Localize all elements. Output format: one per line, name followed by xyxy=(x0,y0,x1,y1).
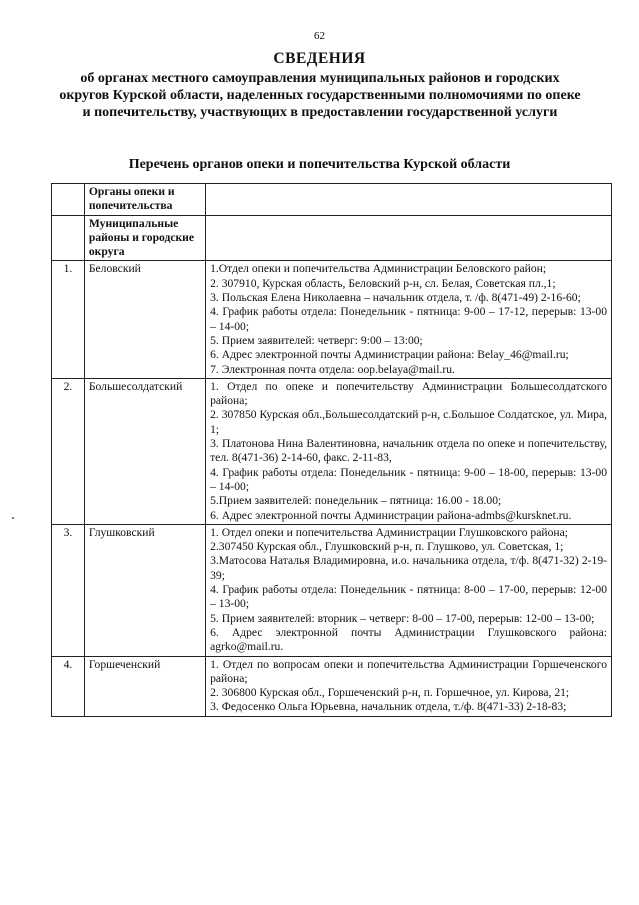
table-row xyxy=(52,261,612,378)
header-num-cell xyxy=(52,184,85,216)
authority-details xyxy=(206,524,612,656)
detail-line: 1. Отдел по вопросам опеки и попечительства Администрации Горшеченского района; xyxy=(210,657,607,685)
table-row xyxy=(52,524,612,656)
page-number: 62 xyxy=(314,30,325,42)
row-number: 1. xyxy=(52,261,85,378)
detail-line: 2. 307910, Курская область, Беловский р-н, сл. Белая, Советская пл.,1; xyxy=(210,276,556,290)
authority-details xyxy=(206,261,612,378)
detail-line: 5. Прием заявителей: вторник – четверг: 8-00 – 17-00, перерыв: 12-00 – 13-00; xyxy=(210,611,595,625)
row-number: 2. xyxy=(52,378,85,524)
detail-line: 1. Отдел опеки и попечительства Администрации Глушковского района; xyxy=(210,525,568,539)
detail-line: 2.307450 Курская обл., Глушковский р-н, п. Глушково, ул. Советская, 1; xyxy=(210,540,564,554)
detail-line: 2. 306800 Курская обл., Горшеченский р-н, п. Горшечное, ул. Кирова, 21; xyxy=(210,686,570,700)
header-num-cell xyxy=(52,215,85,261)
header-authorities: Органы опеки и попечительства xyxy=(84,184,205,216)
document-title: СВЕДЕНИЯ xyxy=(273,50,366,67)
detail-line: 3. Платонова Нина Валентиновна, начальник отдела по опеке и попечительству, тел. 8(471-36) 2-14-60, факс. 2-11-83, xyxy=(210,437,607,465)
row-number: 3. xyxy=(52,524,85,656)
detail-line: 4. График работы отдела: Понедельник - пятница: 9-00 – 17-12, перерыв: 13-00 – 14-00; xyxy=(210,305,607,333)
header-info-cell xyxy=(206,215,612,261)
detail-line: 5.Прием заявителей: понедельник – пятница: 16.00 - 18.00; xyxy=(210,494,502,508)
header-info-cell xyxy=(206,184,612,216)
district-name: Горшеченский xyxy=(84,656,205,716)
header-row xyxy=(52,215,612,261)
authority-details xyxy=(206,656,612,716)
detail-line: 6. Адрес электронной почты Администрации района: Belay_46@mail.ru; xyxy=(210,348,569,362)
header-row xyxy=(52,184,612,216)
authority-details xyxy=(206,378,612,524)
detail-line: 3. Федосенко Ольга Юрьевна, начальник отдела, т./ф. 8(471-33) 2-18-83; xyxy=(210,700,567,714)
scan-speck xyxy=(12,517,14,519)
guardianship-table xyxy=(51,183,612,717)
table-row xyxy=(52,656,612,716)
detail-line: 6. Адрес электронной почты Администрации Глушковского района: agrko@mail.ru. xyxy=(210,625,607,654)
list-heading: Перечень органов опеки и попечительства Курской области xyxy=(128,157,511,172)
detail-line: 5. Прием заявителей: четверг: 9:00 – 13:00; xyxy=(210,333,423,347)
detail-line: 4. График работы отдела: Понедельник - пятница: 9-00 – 18-00, перерыв: 13-00 – 14-00; xyxy=(210,465,607,493)
document-subtitle: об органах местного самоуправления муниципальных районов и городских округов Курской области, наделенных государственными полномочиями по опеке и попечительству, участвующих в предоставлении государственной услуги xyxy=(59,71,581,120)
table-row xyxy=(52,378,612,524)
detail-line: 3. Польская Елена Николаевна – начальник отдела, т. /ф. 8(471-49) 2-16-60; xyxy=(210,291,581,305)
detail-line: 6. Адрес электронной почты Администрации района-admbs@kursknet.ru. xyxy=(210,508,572,522)
header-districts: Муниципальные районы и городские округа xyxy=(84,215,205,261)
detail-line: 3.Матосова Наталья Владимировна, и.о. начальника отдела, т/ф. 8(471-32) 2-19-39; xyxy=(210,554,607,582)
detail-line: 1.Отдел опеки и попечительства Администрации Беловского район; xyxy=(210,262,547,276)
detail-line: 7. Электронная почта отдела: oop.belaya@mail.ru. xyxy=(210,362,455,376)
row-number: 4. xyxy=(52,656,85,716)
district-name: Беловский xyxy=(84,261,205,378)
district-name: Глушковский xyxy=(84,524,205,656)
detail-line: 2. 307850 Курская обл.,Большесолдатский р-н, с.Большое Солдатское, ул. Мира, 1; xyxy=(210,408,607,436)
detail-line: 1. Отдел по опеке и попечительству Администрации Большесолдатского района; xyxy=(210,379,607,408)
district-name: Большесолдатский xyxy=(84,378,205,524)
detail-line: 4. График работы отдела: Понедельник - пятница: 8-00 – 17-00, перерыв: 12-00 – 13-00; xyxy=(210,583,607,611)
